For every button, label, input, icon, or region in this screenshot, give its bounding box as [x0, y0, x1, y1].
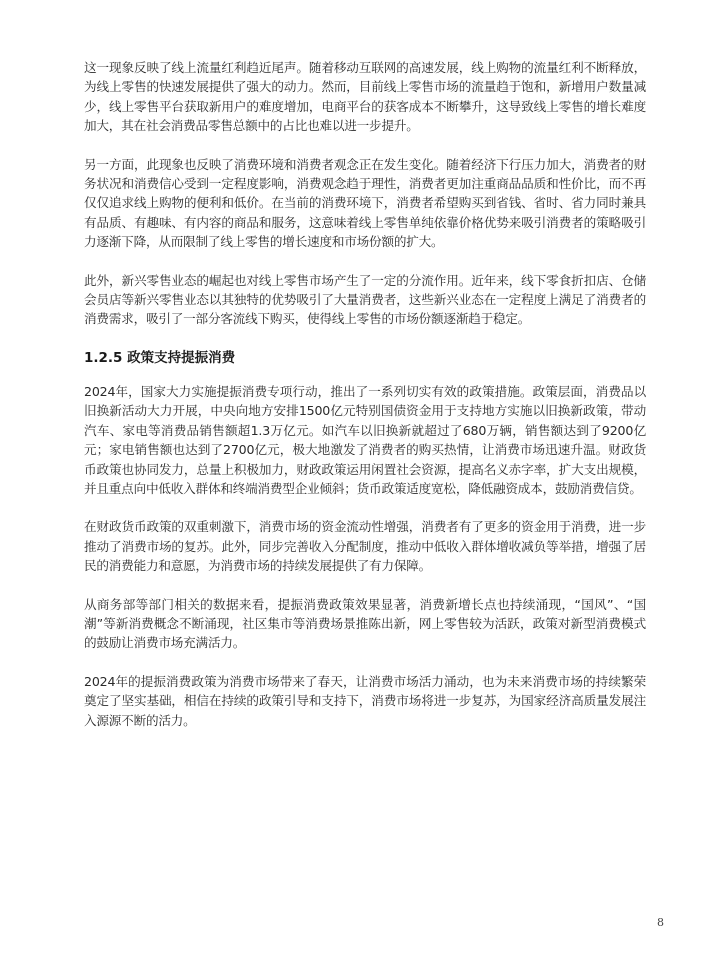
body-paragraph: 另一方面，此现象也反映了消费环境和消费者观念正在发生变化。随着经济下行压力加大，消费者的财务状况和消费信心受到一定程度影响，消费观念趋于理性，消费者更加注重商品品质和性价比，而不再仅仅追求线上购物的便利和低价。在当前的消费环境下，消费者希望购买到省钱、省时、省力同时兼具有品质、有趣味、有内容的商品和服务，这意味着线上零售单纯依靠价格优势来吸引消费者的策略吸引力逐渐下降，从而限制了线上零售的增长速度和市场份额的扩大。 — [84, 156, 646, 250]
body-paragraph: 2024年，国家大力实施提振消费专项行动，推出了一系列切实有效的政策措施。政策层面，消费品以旧换新活动大力开展，中央向地方安排1500亿元特别国债资金用于支持地方实施以旧换新政策，带动汽车、家电等消费品销售额超1.3万亿元。如汽车以旧换新就超过了680万辆，销售额达到了9200亿元；家电销售额也达到了2700亿元，极大地激发了消费者的购买热情，让消费市场迅速升温。财政货币政策也协同发力，总量上积极加力，财政政策运用闲置社会资源，提高名义赤字率，扩大支出规模，并且重点向中低收入群体和终端消费型企业倾斜；货币政策适度宽松，降低融资成本，鼓励消费信贷。 — [84, 383, 646, 496]
body-paragraph: 在财政货币政策的双重刺激下，消费市场的资金流动性增强，消费者有了更多的资金用于消费，进一步推动了消费市场的复苏。此外，同步完善收入分配制度，推动中低收入群体增收减负等举措，增强了居民的消费能力和意愿，为消费市场的持续发展提供了有力保障。 — [84, 519, 646, 574]
body-paragraph: 从商务部等部门相关的数据来看，提振消费政策效果显著，消费新增长点也持续涌现，“国风”、“国潮”等新消费概念不断涌现，社区集市等消费场景推陈出新，网上零售较为活跃，政策对新型消费模式的鼓励让消费市场充满活力。 — [84, 596, 646, 651]
section-heading: 1.2.5 政策支持提振消费 — [84, 349, 236, 366]
body-paragraph: 这一现象反映了线上流量红利趋近尾声。随着移动互联网的高速发展，线上购物的流量红利不断释放，为线上零售的快速发展提供了强大的动力。然而，目前线上零售市场的流量趋于饱和，新增用户数量减少，线上零售平台获取新用户的难度增加，电商平台的获客成本不断攀升，这导致线上零售的增长难度加大，其在社会消费品零售总额中的占比也难以进一步提升。 — [84, 60, 646, 134]
document-body — [84, 58, 646, 749]
page-number: 8 — [657, 916, 664, 929]
body-paragraph: 此外，新兴零售业态的崛起也对线上零售市场产生了一定的分流作用。近年来，线下零食折扣店、仓储会员店等新兴零售业态以其独特的优势吸引了大量消费者，这些新兴业态在一定程度上满足了消费者的消费需求，吸引了一部分客流线下购买，使得线上零售的市场份额逐渐趋于稳定。 — [84, 272, 646, 327]
body-paragraph: 2024年的提振消费政策为消费市场带来了春天，让消费市场活力涌动，也为未来消费市场的持续繁荣奠定了坚实基础，相信在持续的政策引导和支持下，消费市场将进一步复苏，为国家经济高质量发展注入源源不断的活力。 — [84, 673, 646, 728]
